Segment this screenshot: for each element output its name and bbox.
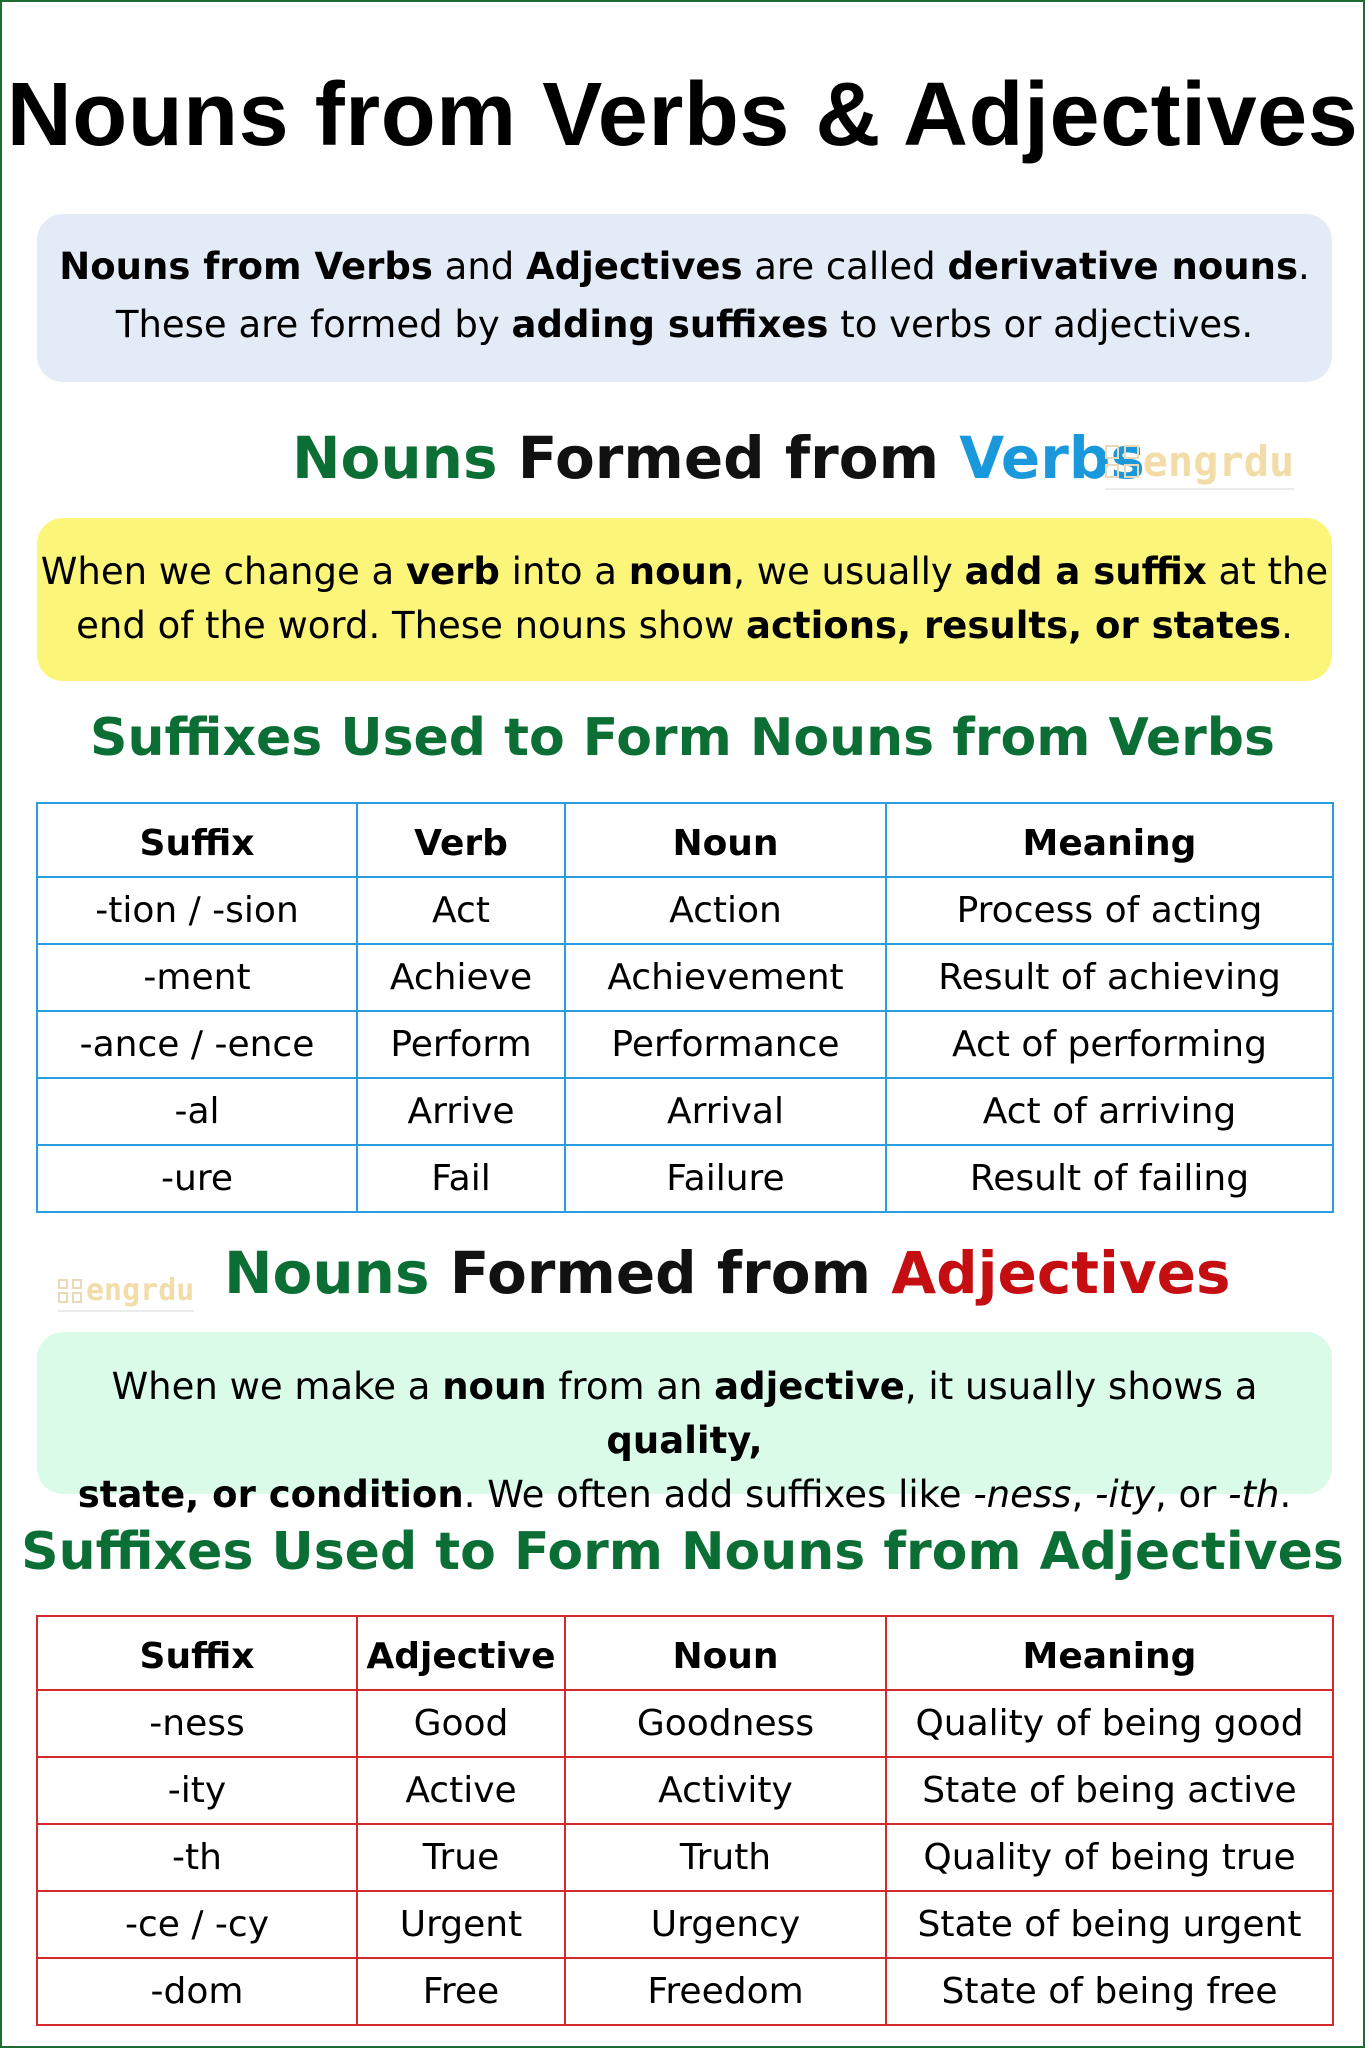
bold-text: quality, <box>606 1419 763 1462</box>
column-header: Meaning <box>886 1616 1333 1690</box>
bold-text: derivative nouns <box>947 245 1298 288</box>
bold-text: Adjectives <box>526 245 743 288</box>
table-cell: Urgent <box>357 1891 565 1958</box>
text-segment: . <box>1281 604 1293 647</box>
table-cell: Quality of being true <box>886 1824 1333 1891</box>
page-title: Nouns from Verbs & Adjectives <box>6 65 1359 165</box>
table-cell: -ance / -ence <box>37 1011 357 1078</box>
watermark-text: engrdu <box>86 1273 195 1308</box>
verbs-suffix-table <box>36 802 1334 1213</box>
table-cell: Action <box>565 877 886 944</box>
text-segment: , <box>1071 1473 1095 1516</box>
logo-icon <box>58 1279 82 1303</box>
text-segment: , it usually shows a <box>904 1365 1258 1408</box>
text-segment: . We often add suffixes like <box>463 1473 974 1516</box>
table-cell: Goodness <box>565 1690 886 1757</box>
verbs-description-line-1 <box>37 545 1332 599</box>
adjectives-section-heading <box>224 1239 1231 1307</box>
bold-text: adding suffixes <box>511 303 829 346</box>
bold-text: adjective <box>714 1365 905 1408</box>
table-cell: Urgency <box>565 1891 886 1958</box>
text-segment: , or <box>1155 1473 1229 1516</box>
table-cell: State of being free <box>886 1958 1333 2025</box>
table-cell: Act of arriving <box>886 1078 1333 1145</box>
italic-text: -th <box>1228 1473 1280 1516</box>
bold-text: state, or condition <box>77 1473 464 1516</box>
column-header: Noun <box>565 1616 886 1690</box>
table-row <box>37 1958 1333 2025</box>
table-cell: Quality of being good <box>886 1690 1333 1757</box>
bold-text: noun <box>628 550 734 593</box>
adjectives-description-box <box>37 1332 1332 1516</box>
heading-formed-from: Formed from <box>429 1239 892 1307</box>
table-cell: True <box>357 1824 565 1891</box>
table-cell: Fail <box>357 1145 565 1212</box>
text-segment: and <box>432 245 527 288</box>
table-row <box>37 944 1333 1011</box>
intro-box <box>37 214 1332 382</box>
table-cell: Act of performing <box>886 1011 1333 1078</box>
table-cell: Failure <box>565 1145 886 1212</box>
logo-icon <box>1105 445 1139 479</box>
column-header: Meaning <box>886 803 1333 877</box>
table-row <box>37 1757 1333 1824</box>
table-cell: Activity <box>565 1757 886 1824</box>
table-cell: Arrive <box>357 1078 565 1145</box>
table-cell: -ity <box>37 1757 357 1824</box>
table-cell: -al <box>37 1078 357 1145</box>
bold-text: Nouns from Verbs <box>59 245 433 288</box>
text-segment: , we usually <box>733 550 965 593</box>
heading-formed-from: Formed from <box>497 424 960 492</box>
watermark-text: engrdu <box>1142 437 1295 486</box>
table-row <box>37 1078 1333 1145</box>
heading-word-verbs: Verbs <box>959 424 1145 492</box>
column-header: Verb <box>357 803 565 877</box>
column-header: Adjective <box>357 1616 565 1690</box>
text-segment: These are formed by <box>115 303 512 346</box>
verbs-description-line-2 <box>37 599 1332 653</box>
table-row <box>37 1690 1333 1757</box>
table-cell: Good <box>357 1690 565 1757</box>
heading-word-nouns: Nouns <box>224 1239 430 1307</box>
text-segment: into a <box>499 550 629 593</box>
table-row <box>37 1145 1333 1212</box>
table-row <box>37 877 1333 944</box>
table-cell: -ment <box>37 944 357 1011</box>
verbs-table-title: Suffixes Used to Form Nouns from Verbs <box>90 708 1275 768</box>
adjectives-description-line-1 <box>37 1360 1332 1468</box>
table-cell: Truth <box>565 1824 886 1891</box>
table-row <box>37 1891 1333 1958</box>
table-cell: Process of acting <box>886 877 1333 944</box>
heading-word-nouns: Nouns <box>292 424 498 492</box>
italic-text: -ity <box>1094 1473 1156 1516</box>
intro-line-1 <box>37 238 1332 296</box>
table-cell: Freedom <box>565 1958 886 2025</box>
adjectives-table-title: Suffixes Used to Form Nouns from Adjectives <box>21 1522 1344 1582</box>
table-row <box>37 1824 1333 1891</box>
bold-text: add a suffix <box>964 550 1207 593</box>
adjectives-suffix-table <box>36 1615 1334 2026</box>
column-header: Noun <box>565 803 886 877</box>
table-cell: Performance <box>565 1011 886 1078</box>
italic-text: -ness <box>973 1473 1072 1516</box>
table-cell: -dom <box>37 1958 357 2025</box>
bold-text: verb <box>405 550 500 593</box>
table-header-row <box>37 803 1333 877</box>
table-cell: Active <box>357 1757 565 1824</box>
text-segment: end of the word. These nouns show <box>76 604 747 647</box>
text-segment: from an <box>546 1365 715 1408</box>
text-segment: When we change a <box>40 550 406 593</box>
intro-line-2 <box>37 296 1332 354</box>
table-cell: State of being urgent <box>886 1891 1333 1958</box>
table-cell: Result of failing <box>886 1145 1333 1212</box>
table-cell: Arrival <box>565 1078 886 1145</box>
table-cell: -tion / -sion <box>37 877 357 944</box>
engrdu-watermark <box>1105 437 1294 490</box>
text-segment: are called <box>742 245 948 288</box>
table-header-row <box>37 1616 1333 1690</box>
table-cell: -th <box>37 1824 357 1891</box>
text-segment: . <box>1279 1473 1292 1516</box>
table-cell: -ce / -cy <box>37 1891 357 1958</box>
text-segment: When we make a <box>111 1365 443 1408</box>
heading-word-adjectives: Adjectives <box>891 1239 1231 1307</box>
engrdu-watermark <box>58 1273 194 1312</box>
verbs-description-box <box>37 518 1332 681</box>
adjectives-description-line-2 <box>37 1468 1332 1522</box>
table-cell: Result of achieving <box>886 944 1333 1011</box>
bold-text: noun <box>442 1365 547 1408</box>
text-segment: to verbs or adjectives. <box>828 303 1254 346</box>
verbs-section-heading <box>292 424 1145 492</box>
table-cell: Free <box>357 1958 565 2025</box>
table-cell: -ure <box>37 1145 357 1212</box>
table-cell: Perform <box>357 1011 565 1078</box>
table-cell: Achievement <box>565 944 886 1011</box>
bold-text: actions, results, or states <box>746 604 1282 647</box>
text-segment: at the <box>1206 550 1329 593</box>
table-cell: -ness <box>37 1690 357 1757</box>
table-cell: State of being active <box>886 1757 1333 1824</box>
table-cell: Act <box>357 877 565 944</box>
column-header: Suffix <box>37 1616 357 1690</box>
column-header: Suffix <box>37 803 357 877</box>
table-row <box>37 1011 1333 1078</box>
table-cell: Achieve <box>357 944 565 1011</box>
text-segment: . <box>1297 245 1310 288</box>
